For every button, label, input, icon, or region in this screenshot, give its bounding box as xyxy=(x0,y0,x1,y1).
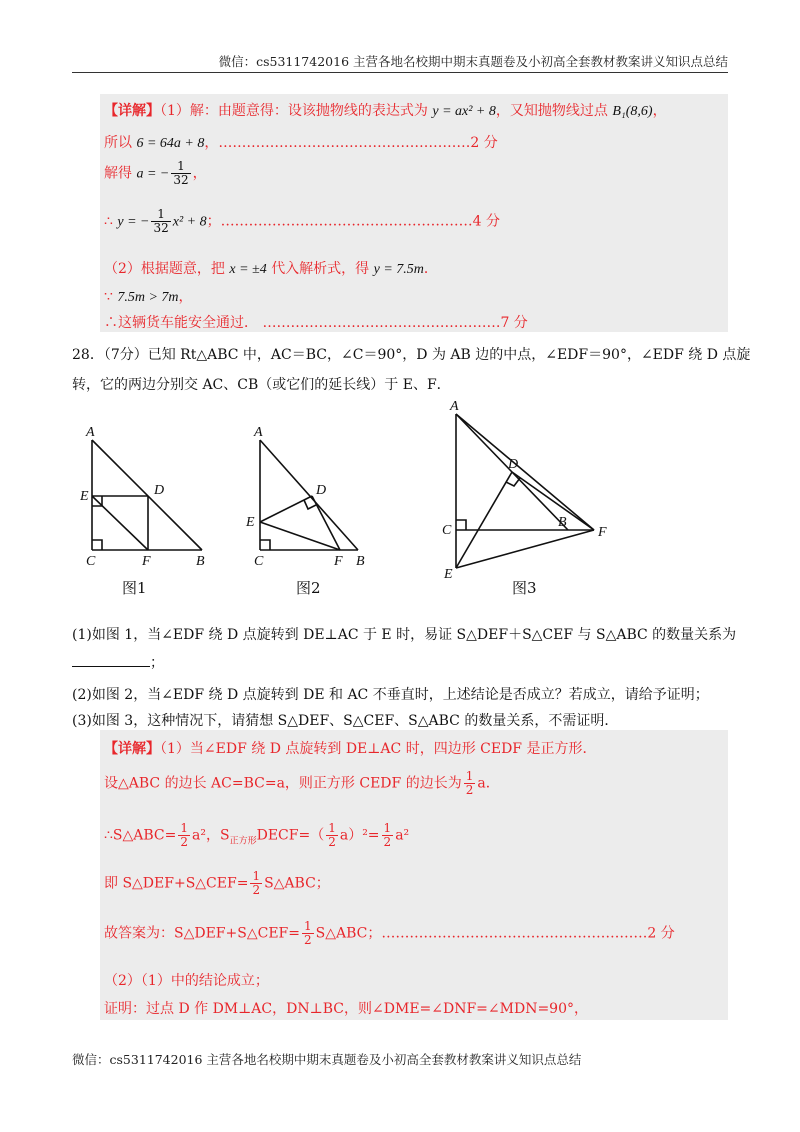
fig1-right-angle-c xyxy=(92,540,102,550)
fig1-label-d: D xyxy=(154,483,165,498)
fig2-label-a: A xyxy=(254,425,263,440)
header-rule xyxy=(72,72,728,73)
fig1-label-e: E xyxy=(80,489,89,504)
answer27-line2: 所以 6 = 64a + 8，………………………………………………2 分 xyxy=(104,135,498,151)
fig1-label-f: F xyxy=(142,554,151,569)
fig3-label-b: B xyxy=(558,515,567,530)
fig2-label-f: F xyxy=(334,554,343,569)
figure-3 xyxy=(436,396,620,582)
figure-1-caption: 图1 xyxy=(122,579,147,597)
answer28-line4: 即 S△DEF+S△CEF= $\frac{1}{2}$ S△ABC； xyxy=(104,869,330,898)
page-footer: 微信：cs5311742016 主营各地名校期中期末真题卷及小初高全套教材教案讲义知识点总结 xyxy=(72,1052,582,1067)
fig3-right-angle-c xyxy=(456,520,466,530)
figure-2-caption: 图2 xyxy=(296,579,321,597)
answer28-line6: （2）（1）中的结论成立； xyxy=(104,973,269,989)
question28-line1: 28．（7分）已知 Rt△ABC 中，AC＝BC，∠C＝90°，D 为 AB 边的中点，∠EDF＝90°，∠EDF 绕 D 点旋 xyxy=(72,347,751,363)
answer27-line6: ∵ 7.5m > 7m， xyxy=(104,289,193,305)
fig1-label-b: B xyxy=(196,554,205,569)
question28-part1: (1)如图 1，当∠EDF 绕 D 点旋转到 DE⊥AC 于 E 时，易证 S△DEF＋S△CEF 与 S△ABC 的数量关系为 xyxy=(72,627,737,643)
answer28-line7: 证明：过点 D 作 DM⊥AC，DN⊥BC，则∠DME=∠DNF=∠MDN=90°， xyxy=(104,1001,588,1017)
fig3-label-f: F xyxy=(598,525,607,540)
answer27-line3: 解得 a = − $\frac{1}{32}$ ， xyxy=(104,159,207,188)
fig2-label-d: D xyxy=(316,483,327,498)
question28-part3: (3)如图 3，这种情况下，请猜想 S△DEF、S△CEF、S△ABC 的数量关系，不需证明． xyxy=(72,713,619,729)
question28-part1-blank: ； xyxy=(72,652,164,672)
answer27-line1: 【详解】（1）解：由题意得：设该抛物线的表达式为 y = ax² + 8，又知抛物线过点 B₁(8,6)， xyxy=(104,103,667,119)
question28-part2: (2)如图 2，当∠EDF 绕 D 点旋转到 DE 和 AC 不垂直时，上述结论是否成立？若成立，请给予证明； xyxy=(72,687,709,703)
fig2-de xyxy=(260,496,312,522)
fig1-ef xyxy=(92,496,148,550)
answer-blank[interactable] xyxy=(72,666,150,667)
answer28-line5: 故答案为：S△DEF+S△CEF= $\frac{1}{2}$ S△ABC；…………………………………………………2 分 xyxy=(104,919,675,948)
figure-1 xyxy=(80,420,220,570)
fig3-label-a: A xyxy=(450,399,459,414)
fig3-af xyxy=(456,414,594,530)
answer27-line5: （2）根据题意，把 x = ±4 代入解析式，得 y = 7.5m． xyxy=(104,261,438,277)
fig2-side-ab xyxy=(260,440,358,550)
answer28-line3: ∴S△ABC= $\frac{1}{2}$ a²，$S_{正方形}DECF=$（ $\frac{1}{2}$ a）²= $\frac{1}{2}$ a² xyxy=(104,821,410,850)
fig2-label-b: B xyxy=(356,554,365,569)
answer28-line1: 【详解】（1）当∠EDF 绕 D 点旋转到 DE⊥AC 时，四边形 CEDF 是正方形． xyxy=(104,741,597,757)
question28-line2: 转，它的两边分别交 AC、CB（或它们的延长线）于 E、F． xyxy=(72,377,451,393)
figure-3-caption: 图3 xyxy=(512,579,537,597)
fig3-label-e: E xyxy=(444,567,453,582)
fig1-label-c: C xyxy=(86,554,96,569)
fig3-label-c: C xyxy=(442,523,452,538)
fig1-side-ab xyxy=(92,440,202,550)
fig2-label-e: E xyxy=(246,515,255,530)
page-header: 微信：cs5311742016 主营各地名校期中期末真题卷及小初高全套教材教案讲义知识点总结 xyxy=(218,54,728,69)
answer27-line7: ∴这辆货车能安全通过． ……………………………………………7 分 xyxy=(104,315,528,331)
fig3-df xyxy=(512,472,594,530)
answer27-line4: ∴ y = − $\frac{1}{32}$ x² + 8；………………………………………………4 分 xyxy=(104,207,500,236)
figure-2 xyxy=(244,420,384,570)
fig2-label-c: C xyxy=(254,554,264,569)
fig1-label-a: A xyxy=(86,425,95,440)
answer28-line2: 设△ABC 的边长 AC=BC=a，则正方形 CEDF 的边长为 $\frac{1}{2}$ a． xyxy=(104,769,500,798)
fig2-right-angle-c xyxy=(260,540,270,550)
fig3-ef xyxy=(456,530,594,568)
fig3-label-d: D xyxy=(508,457,519,472)
